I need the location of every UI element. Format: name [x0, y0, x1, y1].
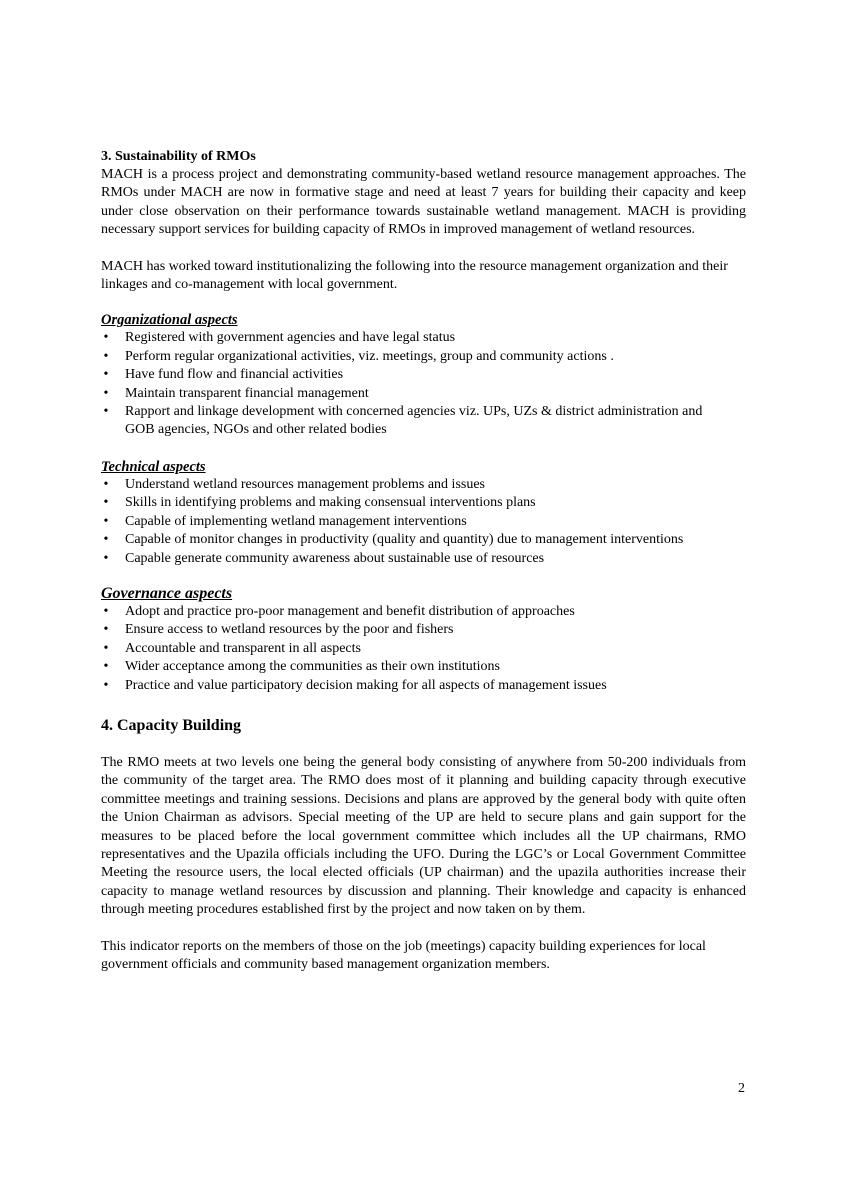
- bullet-icon: •: [103, 622, 109, 638]
- section-3-paragraph-2: MACH has worked toward institutionalizing the following into the resource management organization and their linkages and co-management with local government.: [101, 258, 728, 293]
- governance-aspects-heading: Governance aspects: [101, 584, 233, 602]
- bullet-icon: •: [103, 677, 109, 693]
- section-4-heading: 4. Capacity Building: [101, 716, 242, 734]
- section-3-paragraph-1: MACH is a process project and demonstrating community-based wetland resource management approaches. The RMOs under MACH are now in formative stage and need at least 7 years for building their capacity and keep under close observation on their performance towards sustainable wetland management. MACH is providing necessary support services for building capacity of RMOs in improved management of wetland resources.: [101, 167, 746, 238]
- list-item: • Adopt and practice pro-poor management and benefit distribution of approaches: [101, 603, 746, 621]
- list-item: • Maintain transparent financial management: [101, 385, 746, 403]
- list-item: • Have fund flow and financial activities: [101, 366, 746, 384]
- bullet-icon: •: [103, 513, 109, 529]
- page-number: 2: [738, 1081, 745, 1096]
- bullet-icon: •: [103, 532, 109, 548]
- bullet-icon: •: [103, 330, 109, 346]
- bullet-icon: •: [103, 404, 109, 420]
- list-item: • Rapport and linkage development with concerned agencies viz. UPs, UZs & district administration and GOB agencies, NGOs and other related bodies: [101, 403, 746, 440]
- section-4-paragraph-1: The RMO meets at two levels one being the general body consisting of anywhere from 50-200 individuals from the community of the target area. The RMO does most of it planning and building capacity through executive committee meetings and training sessions. Decisions and plans are approved by the general body with quite often the Union Chairman as advisors. Special meeting of the UP are held to secure plans and gain support for the measures to be placed before the local government committee which includes all the UP chairmans, RMO representatives and the Upazila officials including the UFO. During the LGC’s or Local Government Committee Meeting the resource users, the local elected officials (UP chairman) and the upazila authorities increase their capacity to manage wetland resources by discussion and planning. Their knowledge and capacity is enhanced through meeting procedures established first by the project and now taken on by them.: [101, 754, 746, 918]
- list-item: • Understand wetland resources management problems and issues: [101, 476, 746, 494]
- bullet-icon: •: [103, 476, 109, 492]
- bullet-icon: •: [103, 367, 109, 383]
- governance-aspects-list: [101, 603, 746, 695]
- list-item: • Practice and value participatory decision making for all aspects of management issues: [101, 677, 746, 695]
- section-3-heading: 3. Sustainability of RMOs: [101, 149, 256, 164]
- list-item: • Capable of implementing wetland management interventions: [101, 513, 746, 531]
- list-item: • Capable of monitor changes in productivity (quality and quantity) due to management interventions: [101, 531, 746, 549]
- document-page: [101, 148, 746, 974]
- list-item: • Registered with government agencies and have legal status: [101, 329, 746, 347]
- organizational-aspects-heading: Organizational aspects: [101, 312, 238, 329]
- technical-aspects-heading: Technical aspects: [101, 458, 206, 475]
- bullet-icon: •: [103, 550, 109, 566]
- bullet-icon: •: [103, 603, 109, 619]
- organizational-aspects-list: [101, 329, 746, 439]
- list-item: • Accountable and transparent in all aspects: [101, 640, 746, 658]
- list-item: • Ensure access to wetland resources by the poor and fishers: [101, 621, 746, 639]
- bullet-icon: •: [103, 659, 109, 675]
- list-item: • Wider acceptance among the communities as their own institutions: [101, 658, 746, 676]
- bullet-icon: •: [103, 348, 109, 364]
- section-4-paragraph-2: This indicator reports on the members of those on the job (meetings) capacity building experiences for local government officials and community based management organization members.: [101, 938, 706, 972]
- list-item: • Skills in identifying problems and making consensual interventions plans: [101, 494, 746, 512]
- list-item: • Perform regular organizational activities, viz. meetings, group and community actions .: [101, 348, 746, 366]
- bullet-icon: •: [103, 385, 109, 401]
- bullet-icon: •: [103, 640, 109, 656]
- bullet-icon: •: [103, 495, 109, 511]
- technical-aspects-list: [101, 476, 746, 568]
- list-item: • Capable generate community awareness about sustainable use of resources: [101, 550, 746, 568]
